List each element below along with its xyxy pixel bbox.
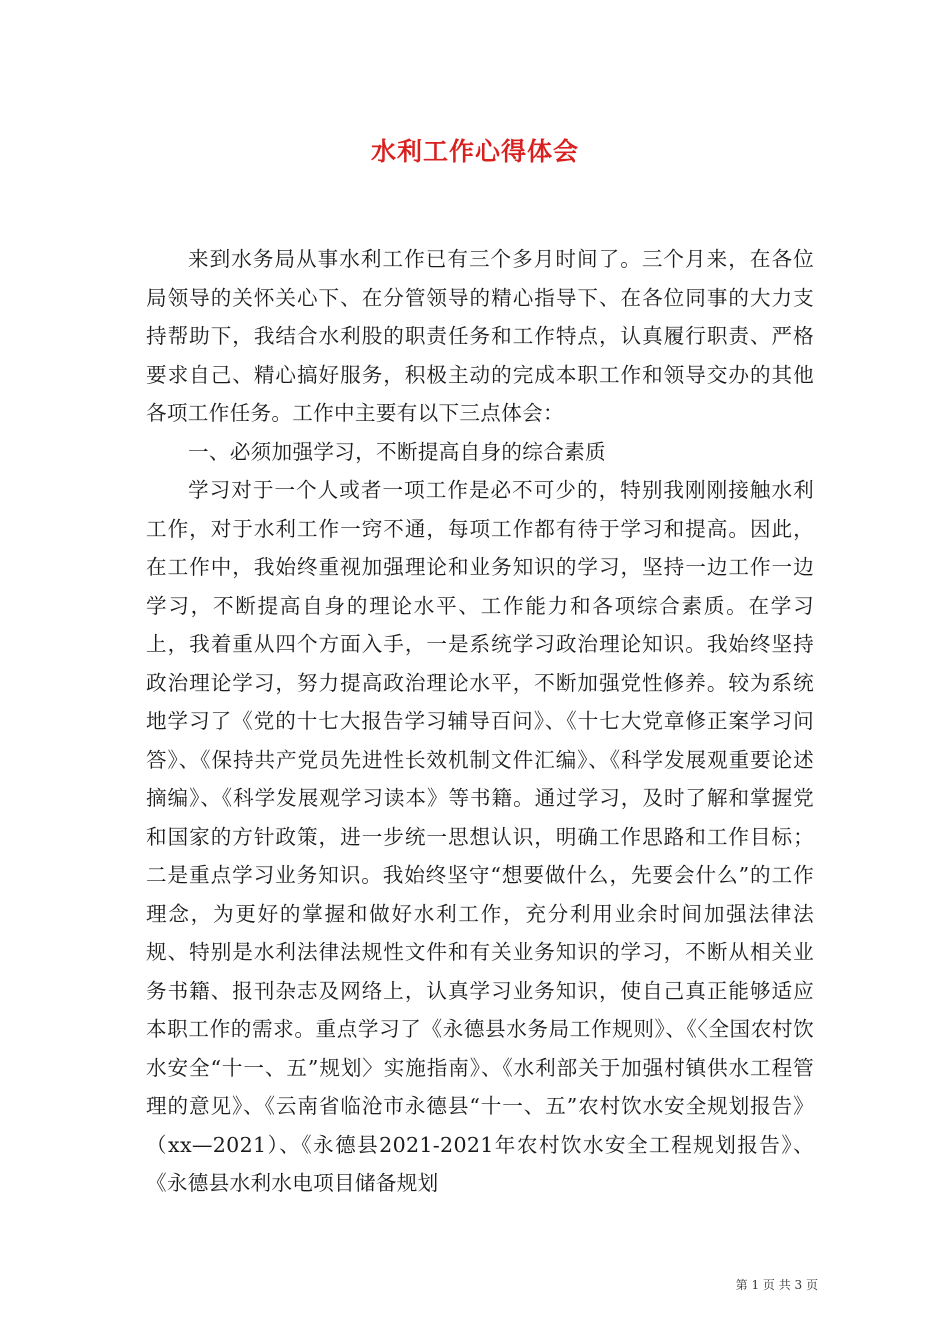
paragraph-study: 学习对于一个人或者一项工作是必不可少的，特别我刚刚接触水利工作，对于水利工作一窍不通，每项工作都有待于学习和提高。因此，在工作中，我始终重视加强理论和业务知识的学习，坚持一边工作一边学习，不断提高自身的理论水平、工作能力和各项综合素质。在学习上，我着重从四个方面入手，一是系统学习政治理论知识。我始终坚持政治理论学习，努力提高政治理论水平，不断加强党性修养。较为系统地学习了《党的十七大报告学习辅导百问》、《十七大党章修正案学习问答》、《保持共产党员先进性长效机制文件汇编》、《科学发展观重要论述摘编》、《科学发展观学习读本》等书籍。通过学习，及时了解和掌握党和国家的方针政策，进一步统一思想认识，明确工作思路和工作目标；二是重点学习业务知识。我始终坚守“想要做什么，先要会什么”的工作理念，为更好的掌握和做好水利工作，充分利用业余时间加强法律法规、特别是水利法律法规性文件和有关业务知识的学习，不断从相关业务书籍、报刊杂志及网络上，认真学习业务知识，使自己真正能够适应本职工作的需求。重点学习了《永德县水务局工作规则》、《〈全国农村饮水安全“十一、五”规划〉实施指南》、《水利部关于加强村镇供水工程管理的意见》、《云南省临沧市永德县“十一、五”农村饮水安全规划报告》（xx—2021）、《永德县2021-2021年农村饮水安全工程规划报告》、《永德县水利水电项目储备规划 — [146, 478, 814, 1195]
document-title: 水利工作心得体会 — [370, 137, 579, 166]
section-heading-1: 一、必须加强学习，不断提高自身的综合素质 — [188, 439, 606, 464]
page-number: 第 1 页 共 3 页 — [735, 1278, 818, 1292]
document-body — [146, 240, 814, 1203]
paragraph-intro: 来到水务局从事水利工作已有三个多月时间了。三个月来，在各位局领导的关怀关心下、在分管领导的精心指导下、在各位同事的大力支持帮助下，我结合水利股的职责任务和工作特点，认真履行职责、严格要求自己、精心搞好服务，积极主动的完成本职工作和领导交办的其他各项工作任务。工作中主要有以下三点体会： — [146, 247, 814, 425]
